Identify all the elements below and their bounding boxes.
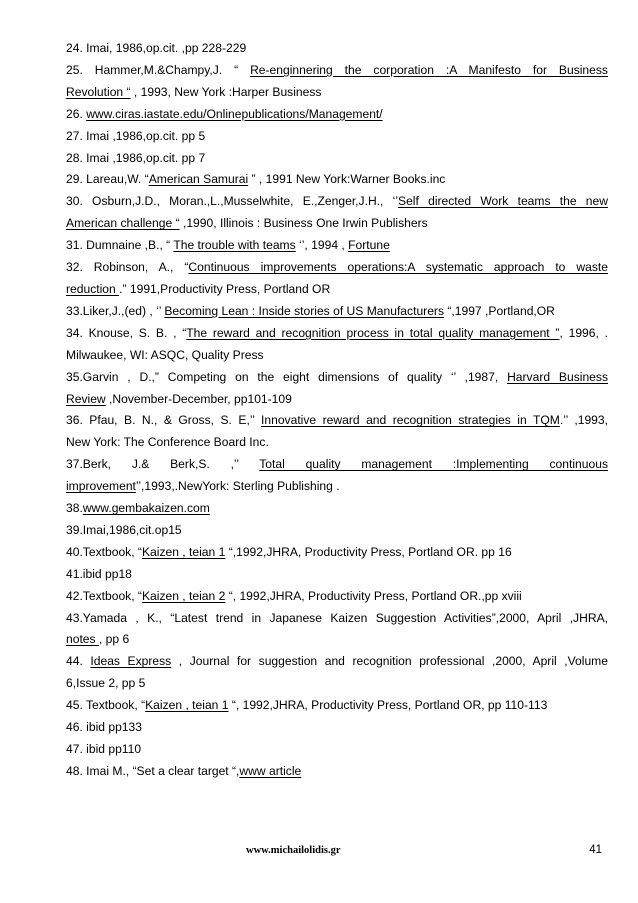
reference-line xyxy=(66,148,608,170)
reference-entry xyxy=(66,38,608,60)
reference-line xyxy=(66,520,608,542)
reference-line xyxy=(66,38,608,60)
reference-entry xyxy=(66,651,608,695)
reference-line xyxy=(66,695,608,717)
reference-text: ” , 1991 New York:Warner Books.inc xyxy=(248,172,446,187)
reference-line xyxy=(66,257,608,279)
reference-text: 45. Textbook, “ xyxy=(66,698,146,713)
reference-text: 32. Robinson, A., “ xyxy=(66,260,189,275)
reference-text: 35.Garvin , D.,” Competing on the eight dimensions of quality ‘’ ,1987, xyxy=(66,369,508,384)
reference-link[interactable]: www.gembakaizen.com xyxy=(82,501,210,516)
reference-line xyxy=(66,104,608,126)
reference-text: , Journal for suggestion and recognition professional ,2000, April ,Volume xyxy=(171,654,608,669)
reference-title: Ideas Express xyxy=(90,654,172,669)
reference-text: 29. Lareau,W. “ xyxy=(66,172,149,187)
reference-line xyxy=(66,761,608,783)
reference-text: “,1997 ,Portland,OR xyxy=(444,303,555,318)
reference-entry xyxy=(66,191,608,235)
reference-text: 48. Imai M., “Set a clear target “, xyxy=(66,763,240,778)
reference-text: “, 1992,JHRA, Productivity Press, Portland OR.,pp xviii xyxy=(225,588,522,603)
footer-website[interactable]: www.michailolidis.gr xyxy=(246,845,341,856)
reference-text: 36. Pfau, B. N., & Gross, S. E,’’ xyxy=(66,413,262,428)
reference-line xyxy=(66,213,608,235)
reference-text: , 1996, . xyxy=(559,325,608,340)
reference-line xyxy=(66,345,608,367)
reference-title: Continuous improvements operations:A systematic approach to waste xyxy=(188,260,608,275)
reference-line xyxy=(66,432,608,454)
reference-text: 41.ibid pp18 xyxy=(66,566,132,581)
reference-text: 24. Imai, 1986,op.cit. ,pp 228-229 xyxy=(66,41,247,55)
reference-text: 47. ibid pp110 xyxy=(66,742,142,756)
reference-line xyxy=(66,498,608,520)
reference-text: 39.Imai,1986,cit.op15 xyxy=(66,522,182,537)
reference-title: Innovative reward and recognition strategies in TQM xyxy=(261,413,560,428)
reference-text: 26. xyxy=(66,106,87,121)
reference-text: 43.Yamada , K., “Latest trend in Japanese Kaizen Suggestion Activities”,2000, April ,JHRA, xyxy=(66,610,608,625)
reference-title: Kaizen , teian 2 xyxy=(141,588,226,603)
reference-entry xyxy=(66,739,608,761)
reference-entry xyxy=(66,717,608,739)
reference-line xyxy=(66,389,608,411)
reference-title: American Samurai xyxy=(148,172,249,187)
reference-entry xyxy=(66,586,608,608)
reference-entry xyxy=(66,301,608,323)
reference-link[interactable]: www.ciras.iastate.edu/Onlinepublications/Management/ xyxy=(86,106,383,121)
reference-text: 6,Issue 2, pp 5 xyxy=(66,676,146,691)
reference-line xyxy=(66,301,608,323)
reference-entry xyxy=(66,761,608,783)
reference-line xyxy=(66,586,608,608)
reference-entry xyxy=(66,454,608,498)
reference-text: 28. Imai ,1986,op.cit. pp 7 xyxy=(66,150,206,165)
reference-entry xyxy=(66,520,608,542)
reference-line xyxy=(66,651,608,673)
reference-entry xyxy=(66,104,608,126)
reference-line xyxy=(66,126,608,148)
reference-title: reduction xyxy=(66,281,120,296)
reference-text: 34. Knouse, S. B. , “ xyxy=(66,325,187,340)
reference-title: American challenge “ xyxy=(66,216,180,231)
reference-title: Revolution “ xyxy=(66,84,131,99)
reference-text: 27. Imai ,1986,op.cit. pp 5 xyxy=(66,128,206,143)
reference-text: “, 1992,JHRA, Productivity Press, Portland OR, pp 110-113 xyxy=(228,698,548,713)
reference-entry xyxy=(66,410,608,454)
reference-line xyxy=(66,191,608,213)
reference-text: 31. Dumnaine ,B., “ xyxy=(66,238,174,253)
reference-text: , pp 6 xyxy=(98,632,130,647)
reference-line xyxy=(66,717,608,739)
reference-title: Kaizen , teian 1 xyxy=(145,698,229,713)
reference-entry xyxy=(66,257,608,301)
reference-title: Re-enginnering the corporation :A Manifesto for Business xyxy=(250,62,608,77)
reference-entry xyxy=(66,148,608,170)
reference-entry xyxy=(66,235,608,257)
reference-title: Review xyxy=(66,391,106,406)
reference-line xyxy=(66,564,608,586)
reference-title: Total quality management :Implementing continuous xyxy=(259,457,608,472)
reference-list xyxy=(66,38,608,783)
reference-entry xyxy=(66,323,608,367)
reference-title: The trouble with teams xyxy=(173,238,296,253)
reference-line xyxy=(66,60,608,82)
reference-title: notes xyxy=(66,632,99,647)
reference-entry xyxy=(66,608,608,652)
reference-title: Harvard Business xyxy=(507,369,608,384)
reference-text: .” 1991,Productivity Press, Portland OR xyxy=(119,281,331,296)
reference-line xyxy=(66,367,608,389)
reference-text: .’’ ,1993, xyxy=(559,413,608,428)
reference-title: Kaizen , teian 1 xyxy=(141,544,226,559)
reference-text: 37.Berk, J.& Berk,S. ,’’ xyxy=(66,457,260,472)
reference-text: 44. xyxy=(66,654,91,669)
reference-entry xyxy=(66,60,608,104)
reference-text: 38. xyxy=(66,501,83,516)
reference-title: Becoming Lean : Inside stories of US Manufacturers xyxy=(164,303,444,318)
reference-entry xyxy=(66,126,608,148)
reference-entry xyxy=(66,367,608,411)
reference-title: Fortune xyxy=(348,238,390,253)
reference-line xyxy=(66,323,608,345)
reference-line xyxy=(66,608,608,630)
reference-line xyxy=(66,739,608,761)
reference-text: ,1990, Illinois : Business One Irwin Publishers xyxy=(179,216,428,231)
reference-text: ’’,1993,.NewYork: Sterling Publishing . xyxy=(135,479,340,494)
reference-line xyxy=(66,82,608,104)
reference-text: ,November-December, pp101-109 xyxy=(105,391,292,406)
reference-entry xyxy=(66,542,608,564)
reference-title: The reward and recognition process in total quality management ” xyxy=(186,325,560,340)
reference-line xyxy=(66,235,608,257)
reference-text: 46. ibid pp133 xyxy=(66,720,142,735)
reference-entry xyxy=(66,564,608,586)
reference-text: , 1993, New York :Harper Business xyxy=(130,84,322,99)
reference-text: 25. Hammer,M.&Champy,J. “ xyxy=(66,62,251,77)
reference-text: “,1992,JHRA, Productivity Press, Portland OR. pp 16 xyxy=(225,544,512,559)
reference-line xyxy=(66,410,608,432)
reference-title: www article xyxy=(239,763,302,778)
reference-text: 30. Osburn,J.D., Moran.,L.,Musselwhite, E.,Zenger,J.H., ‘’ xyxy=(66,194,399,209)
reference-text: 33.Liker,J.,(ed) , ‘’ xyxy=(66,303,165,318)
reference-entry xyxy=(66,169,608,191)
reference-entry xyxy=(66,498,608,520)
reference-text: Milwaukee, WI: ASQC, Quality Press xyxy=(66,347,264,362)
reference-line xyxy=(66,673,608,695)
reference-title: Self directed Work teams the new xyxy=(398,194,608,209)
reference-line xyxy=(66,476,608,498)
reference-text: ‘’, 1994 , xyxy=(295,238,349,253)
page-number: 41 xyxy=(589,844,602,856)
reference-entry xyxy=(66,695,608,717)
reference-text: New York: The Conference Board Inc. xyxy=(66,435,269,450)
reference-line xyxy=(66,454,608,476)
reference-line xyxy=(66,169,608,191)
reference-text: 40.Textbook, “ xyxy=(66,544,142,559)
reference-line xyxy=(66,542,608,564)
reference-line xyxy=(66,629,608,651)
reference-line xyxy=(66,279,608,301)
reference-text: 42.Textbook, “ xyxy=(66,588,142,603)
reference-title: improvement xyxy=(66,479,136,494)
